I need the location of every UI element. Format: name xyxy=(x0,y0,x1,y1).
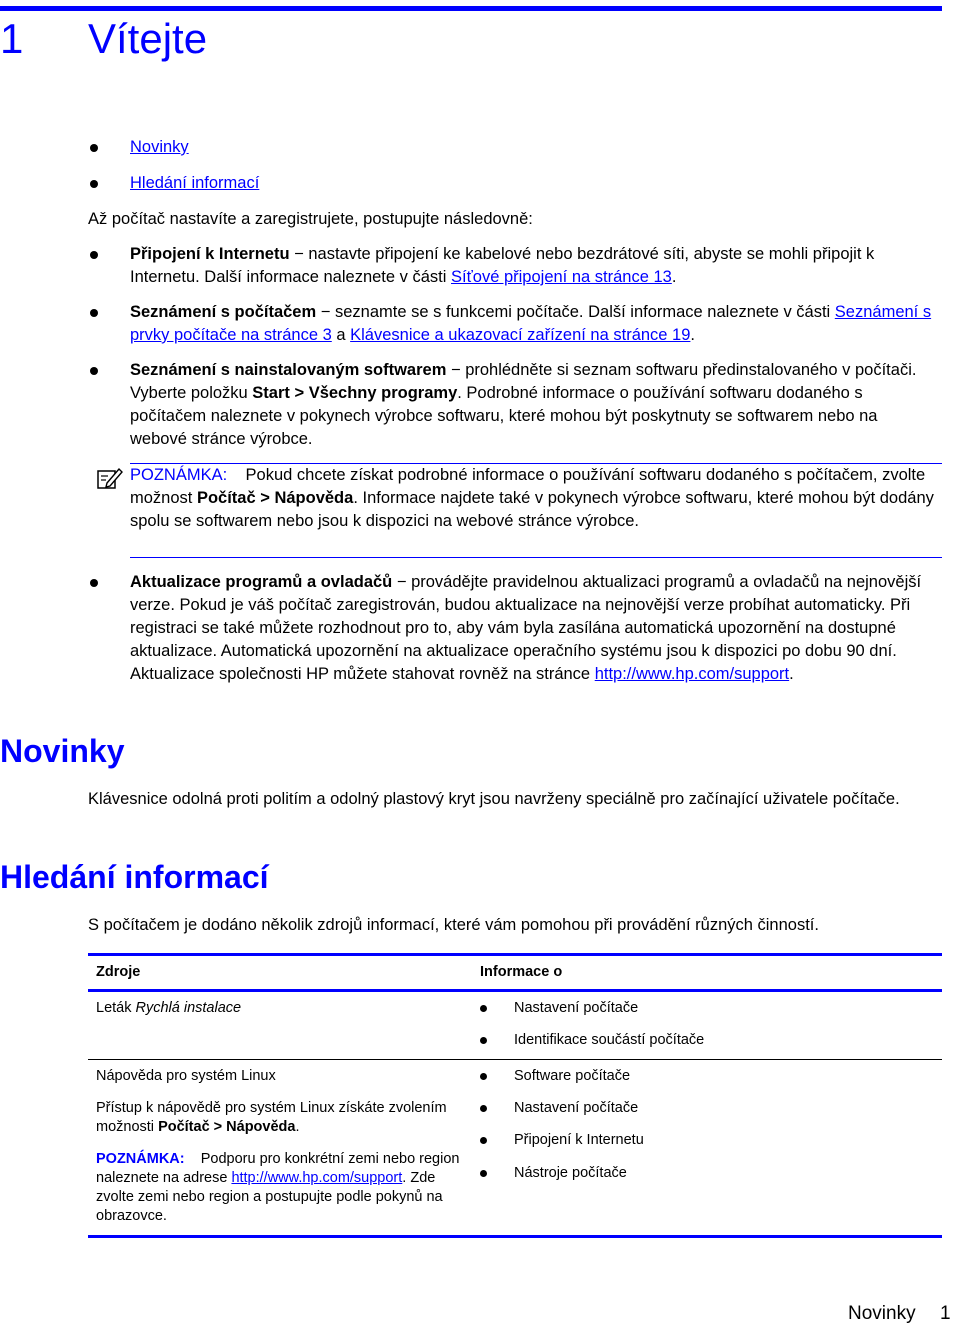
bullet-icon xyxy=(90,144,98,152)
link-computer-parts[interactable]: Seznámení s prvky počítače na stránce 3 xyxy=(130,303,932,344)
note-label: POZNÁMKA: xyxy=(130,466,228,484)
bullet-icon xyxy=(480,1037,487,1044)
source-title: Rychlá instalace xyxy=(135,1000,242,1016)
section-heading-novinky: Novinky xyxy=(0,733,125,769)
step-lead: Aktualizace programů a ovladačů xyxy=(130,573,393,591)
punct: . xyxy=(671,268,677,286)
bullet-icon xyxy=(90,367,98,375)
step-internet xyxy=(88,243,938,289)
note-text: . Informace najdete také v pokynech výrobce softwaru, které mohou být dodány spolu se softwarem nebo jsou k dispozici na webové stránce výrobce. xyxy=(130,489,934,530)
bullet-icon xyxy=(90,309,98,317)
table-rule-top xyxy=(88,953,942,956)
note-text: Podporu pro konkrétní zemi nebo region naleznete na adrese xyxy=(96,1151,460,1186)
note-pencil-icon xyxy=(97,466,123,490)
dash: − xyxy=(446,361,466,379)
source-title: Nápověda pro systém Linux xyxy=(96,1068,276,1084)
info-text: Připojení k Internetu xyxy=(514,1132,644,1148)
list-item xyxy=(480,1131,644,1150)
source-description xyxy=(96,1099,471,1137)
steps-list xyxy=(88,243,938,451)
punct: . xyxy=(690,326,696,344)
step-software xyxy=(88,359,938,451)
link-keyboard-pointing[interactable]: Klávesnice a ukazovací zařízení na stránce 19 xyxy=(350,326,691,344)
table-header-sources: Zdroje xyxy=(96,964,141,980)
chapter-title: Vítejte xyxy=(88,15,208,62)
menu-path: Počítač > Nápověda xyxy=(158,1119,296,1135)
bullet-icon xyxy=(90,579,98,587)
step-text: . Podrobné informace o používání softwaru dodaného s počítačem naleznete v pokynech výrobce softwaru, které mohou být poskytnuty se softwarem nebo na webové stránce výrobce. xyxy=(130,384,878,448)
list-item xyxy=(480,1067,630,1086)
footer-page-number: 1 xyxy=(940,1303,951,1324)
news-paragraph: Klávesnice odolná proti politím a odolný plastový kryt jsou navrženy speciálně pro začínající uživatele počítače. xyxy=(88,790,900,808)
step-text: provádějte pravidelnou aktualizaci programů a ovladačů na nejnovější verze. Pokud je váš počítač zaregistrován, budou aktualizace na nejnovější verze probíhat automaticky. Při registraci se také můžete rozhodnout pro to, aby vám byla zasílána automatická upozornění na dostupné aktualizace. Automatická upozornění na aktualizace operačního systému jsou k dispozici po dobu 90 dní. Aktualizace společnosti HP můžete stahovat rovněž na stránce xyxy=(130,573,922,683)
bullet-icon xyxy=(480,1137,487,1144)
step-text: prohlédněte si seznam softwaru předinstalovaného v počítači. Vyberte položku xyxy=(130,361,917,402)
table-note xyxy=(96,1150,471,1226)
note-text: . Zde zvolte zemi nebo region a postupujte podle pokynů na obrazovce. xyxy=(96,1170,443,1224)
chapter-heading xyxy=(0,14,207,64)
table-row-2-source xyxy=(96,1067,471,1226)
link-hp-support[interactable]: http://www.hp.com/support xyxy=(231,1170,403,1186)
step-updates xyxy=(88,571,938,686)
bullet-icon xyxy=(90,251,98,259)
intro-paragraph: Až počítač nastavíte a zaregistrujete, postupujte následovně: xyxy=(88,210,533,228)
table-row-1-source xyxy=(96,999,241,1018)
info-text: Nástroje počítače xyxy=(514,1165,627,1181)
list-item xyxy=(480,1099,638,1118)
bullet-icon xyxy=(480,1105,487,1112)
punct: . xyxy=(789,665,794,683)
bullet-icon xyxy=(480,1005,487,1012)
step-lead: Připojení k Internetu xyxy=(130,245,290,263)
chapter-toc xyxy=(88,136,938,195)
toc-link-novinky[interactable]: Novinky xyxy=(130,138,189,156)
toc-item xyxy=(88,136,938,159)
dash: − xyxy=(289,245,309,263)
step-text: seznamte se s funkcemi počítače. Další informace naleznete v části xyxy=(334,303,835,321)
dash: − xyxy=(316,303,335,321)
source-text: Leták xyxy=(96,1000,136,1016)
step-text: a xyxy=(331,326,351,344)
toc-item xyxy=(88,172,938,195)
bullet-icon xyxy=(480,1073,487,1080)
table-rule-header xyxy=(88,989,942,992)
list-item xyxy=(480,999,638,1018)
list-item xyxy=(480,1031,704,1050)
link-network-connection[interactable]: Síťové připojení na stránce 13 xyxy=(451,268,672,286)
table-rule-bottom xyxy=(88,1235,942,1238)
section-heading-hledani: Hledání informací xyxy=(0,859,269,895)
chapter-rule xyxy=(0,6,942,11)
step-lead: Seznámení s počítačem xyxy=(130,303,317,321)
menu-path: Počítač > Nápověda xyxy=(196,489,354,507)
note-software xyxy=(130,464,942,533)
step-computer xyxy=(88,301,938,347)
note-label: POZNÁMKA: xyxy=(96,1151,185,1167)
footer-section: Novinky xyxy=(848,1303,916,1324)
dash: − xyxy=(392,573,412,591)
table-row-divider xyxy=(88,1059,942,1060)
info-text: Software počítače xyxy=(514,1068,631,1084)
note-text: Pokud chcete získat podrobné informace o používání softwaru dodaného s počítačem, zvolte možnost xyxy=(130,466,926,507)
steps-list-2 xyxy=(88,571,938,686)
source-text: Přístup k nápovědě pro systém Linux získáte zvolením možnosti xyxy=(96,1100,447,1135)
punct: . xyxy=(295,1119,300,1135)
info-text: Nastavení počítače xyxy=(514,1100,639,1116)
info-text: Identifikace součástí počítače xyxy=(514,1032,705,1048)
info-text: Nastavení počítače xyxy=(514,1000,639,1016)
link-hp-support[interactable]: http://www.hp.com/support xyxy=(594,665,790,683)
toc-link-hledani[interactable]: Hledání informací xyxy=(130,174,260,192)
bullet-icon xyxy=(480,1170,487,1177)
bullet-icon xyxy=(90,180,98,188)
chapter-number: 1 xyxy=(0,15,24,62)
step-text: nastavte připojení ke kabelové nebo bezdrátové síti, abyste se mohli připojit k Internetu. Další informace naleznete v části xyxy=(130,245,875,286)
note-rule-bottom xyxy=(130,557,942,558)
list-item xyxy=(480,1164,627,1183)
step-lead: Seznámení s nainstalovaným softwarem xyxy=(130,361,447,379)
finding-paragraph: S počítačem je dodáno několik zdrojů informací, které vám pomohou při provádění různých činností. xyxy=(88,916,819,934)
menu-path: Start > Všechny programy xyxy=(252,384,458,402)
table-header-info: Informace o xyxy=(480,964,563,980)
